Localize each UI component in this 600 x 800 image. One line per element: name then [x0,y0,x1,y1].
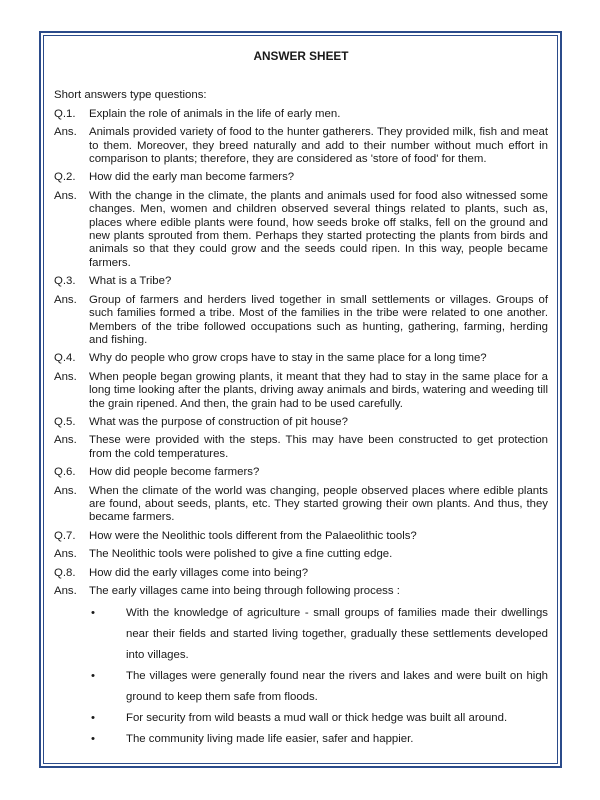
question-label: Q.3. [54,275,76,288]
question-label: Q.7. [54,529,76,542]
question-label: Q.1. [54,107,76,120]
answer-row-5 [54,434,548,461]
answer-row-8 [54,585,548,598]
answer-text: The Neolithic tools were polished to give a fine cutting edge. [89,548,393,561]
bullet-icon: • [91,670,95,683]
answer-text: When the climate of the world was changing, people observed places where edible plants are found, about seeds, plants, etc. They started growing their own plants. And thus, they became farmers. [89,484,548,524]
question-text: How were the Neolithic tools different from the Palaeolithic tools? [89,529,417,542]
answer-row-2 [54,190,548,270]
question-text: What is a Tribe? [89,275,172,288]
list-item [89,666,548,708]
answer-label: Ans. [54,548,77,561]
question-row-8 [54,567,548,580]
answer-bullet-list [89,603,548,750]
answer-label: Ans. [54,585,77,597]
answer-label: Ans. [54,370,77,383]
answer-row-4 [54,371,548,411]
bullet-text: For security from wild beasts a mud wall or thick hedge was built all around. [126,712,508,725]
question-row-6 [54,466,548,479]
bullet-text: With the knowledge of agriculture - small groups of families made their dwellings near their fields and started living together, gradually these settlements developed into villages. [126,607,548,662]
answer-text: When people began growing plants, it meant that they had to stay in the same place for a long time looking after the plants, driving away animals and birds, watering and weeding till the grain ripened. And then, the grain had to be used carefully. [89,370,548,410]
question-text: Explain the role of animals in the life of early men. [89,107,341,120]
question-row-4 [54,352,548,365]
bullet-icon: • [91,607,95,620]
answer-text: With the change in the climate, the plants and animals used for food also witnessed some changes. Men, women and children observed several things related to plants, such as, places where edible plants were found, how seeds broke off stalks, fell on the ground and new plants sprouted from them. Perhaps they started protecting the plants from birds and animals so that they could grow and the seeds could ripen. In this way, people became farmers. [89,189,548,269]
answer-text: These were provided with the steps. This may have been constructed to get protection from the cold temperatures. [89,434,548,460]
question-row-3 [54,275,548,288]
question-text: How did the early man become farmers? [89,171,295,184]
answer-row-7 [54,548,548,561]
question-row-7 [54,530,548,543]
answer-label: Ans. [54,126,77,139]
answer-text: Animals provided variety of food to the hunter gatherers. They provided milk, fish and meat to them. Moreover, they breed naturally and add to their number without much effort in comparison to plants; therefore, they are considered as 'store of food' for them. [89,126,548,166]
list-item [89,708,548,729]
answer-text: The early villages came into being through following process : [89,585,400,597]
answer-label: Ans. [54,189,77,202]
question-row-1 [54,108,548,121]
answer-label: Ans. [54,484,77,497]
question-label: Q.4. [54,352,76,365]
list-item [89,729,548,750]
question-label: Q.8. [54,566,76,579]
answer-sheet-content [54,50,548,750]
answer-text: Group of farmers and herders lived together in small settlements or villages. Groups of such families formed a tribe. Most of the families in the tribe were related to one another. Members of the tribe followed occupations such as hunting, gathering, farming, herding and fishing. [89,293,548,346]
bullet-text: The villages were generally found near the rivers and lakes and were built on high ground to keep them safe from floods. [126,670,548,704]
question-text: Why do people who grow crops have to stay in the same place for a long time? [89,352,487,365]
question-label: Q.2. [54,171,76,184]
list-item [89,603,548,666]
question-row-5 [54,416,548,429]
section-intro: Short answers type questions: [54,89,207,102]
answer-row-1 [54,126,548,166]
answer-label: Ans. [54,293,77,306]
bullet-text: The community living made life easier, safer and happier. [126,733,414,746]
question-text: How did the early villages come into being? [89,566,309,579]
bullet-icon: • [91,733,95,746]
answer-row-6 [54,485,548,525]
question-text: How did people become farmers? [89,466,260,479]
page-title: ANSWER SHEET [253,49,349,63]
answer-label: Ans. [54,434,77,447]
question-text: What was the purpose of construction of pit house? [89,415,348,428]
question-row-2 [54,171,548,184]
question-label: Q.5. [54,415,76,428]
bullet-icon: • [91,712,95,725]
answer-row-3 [54,294,548,348]
question-label: Q.6. [54,466,76,479]
